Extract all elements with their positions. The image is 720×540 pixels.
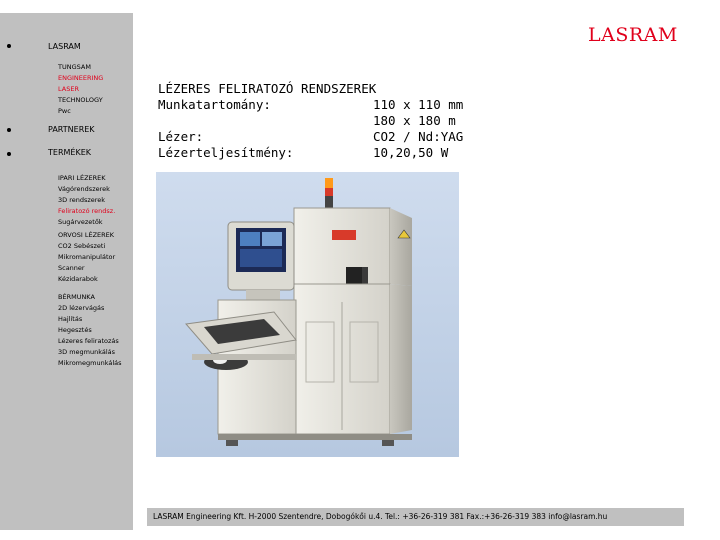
nav-link-hegesztes[interactable]: Hegesztés <box>58 326 92 334</box>
nav-heading-ipari[interactable]: IPARI LÉZEREK <box>58 174 106 182</box>
spec-value: 10,20,50 W <box>373 145 449 160</box>
nav-item-termekek[interactable]: TERMÉKEK <box>48 148 92 157</box>
spec-row <box>158 129 464 145</box>
nav-link-laser[interactable]: LASER <box>58 85 79 93</box>
spec-value: CO2 / Nd:YAG <box>373 129 464 144</box>
ipari-submenu <box>58 173 115 228</box>
lasram-submenu <box>58 62 103 117</box>
nav-item-lasram[interactable]: LASRAM <box>48 42 81 51</box>
spec-row <box>158 97 464 113</box>
nav-link-mikromanipulator[interactable]: Mikromanipulátor <box>58 253 116 261</box>
bullet-icon <box>7 128 11 132</box>
spec-label: Munkatartomány: <box>158 97 271 112</box>
nav-link-kezidarabok[interactable]: Kézidarabok <box>58 275 98 283</box>
nav-link-tungsam[interactable]: TUNGSAM <box>58 63 91 71</box>
specs-title: LÉZERES FELIRATOZÓ RENDSZEREK <box>158 81 377 96</box>
spec-label: Lézerteljesítmény: <box>158 145 294 160</box>
nav-link-feliratozo[interactable]: Feliratozó rendsz. <box>58 207 116 215</box>
lasram-logo: LASRAM <box>588 24 678 46</box>
nav-link-co2-sebeszeti[interactable]: CO2 Sebészeti <box>58 242 106 250</box>
nav-link-3d-rendszerek[interactable]: 3D rendszerek <box>58 196 106 204</box>
nav-link-lezeres-feliratozas[interactable]: Lézeres feliratozás <box>58 337 119 345</box>
nav-link-2d-lezervagas[interactable]: 2D lézervágás <box>58 304 105 312</box>
nav-link-3d-megmunkalas[interactable]: 3D megmunkálás <box>58 348 116 356</box>
nav-item-partnerek[interactable]: PARTNEREK <box>48 125 95 134</box>
spec-value: 180 x 180 m <box>373 113 456 128</box>
spec-row <box>158 113 456 129</box>
bullet-icon <box>7 152 11 156</box>
nav-link-engineering[interactable]: ENGINEERING <box>58 74 104 82</box>
spec-row <box>158 145 449 161</box>
nav-link-vagorendszerek[interactable]: Vágórendszerek <box>58 185 110 193</box>
nav-link-technology[interactable]: TECHNOLOGY <box>58 96 103 104</box>
nav-link-hajlitas[interactable]: Hajlítás <box>58 315 83 323</box>
orvosi-submenu <box>58 230 115 285</box>
product-specs <box>158 81 464 161</box>
bermunka-submenu <box>58 292 122 369</box>
sidebar <box>0 13 133 530</box>
bullet-icon <box>7 44 11 48</box>
footer-contact: LASRAM Engineering Kft. H-2000 Szentendre, Dobogókői u.4. Tel.: +36-26-319 381 Fax.:+36-26-319 383 info@lasram.hu <box>147 508 684 526</box>
nav-link-pwc[interactable]: Pwc <box>58 107 71 115</box>
nav-link-scanner[interactable]: Scanner <box>58 264 85 272</box>
nav-link-sugarvezetok[interactable]: Sugárvezetők <box>58 218 103 226</box>
product-photo <box>156 172 459 457</box>
spec-label: Lézer: <box>158 129 204 144</box>
laser-marking-machine-image <box>156 172 459 457</box>
nav-heading-bermunka[interactable]: BÉRMUNKA <box>58 293 95 301</box>
spec-value: 110 x 110 mm <box>373 97 464 112</box>
nav-link-mikromegmunkalas[interactable]: Mikromegmunkálás <box>58 359 122 367</box>
nav-heading-orvosi[interactable]: ORVOSI LÉZEREK <box>58 231 115 239</box>
